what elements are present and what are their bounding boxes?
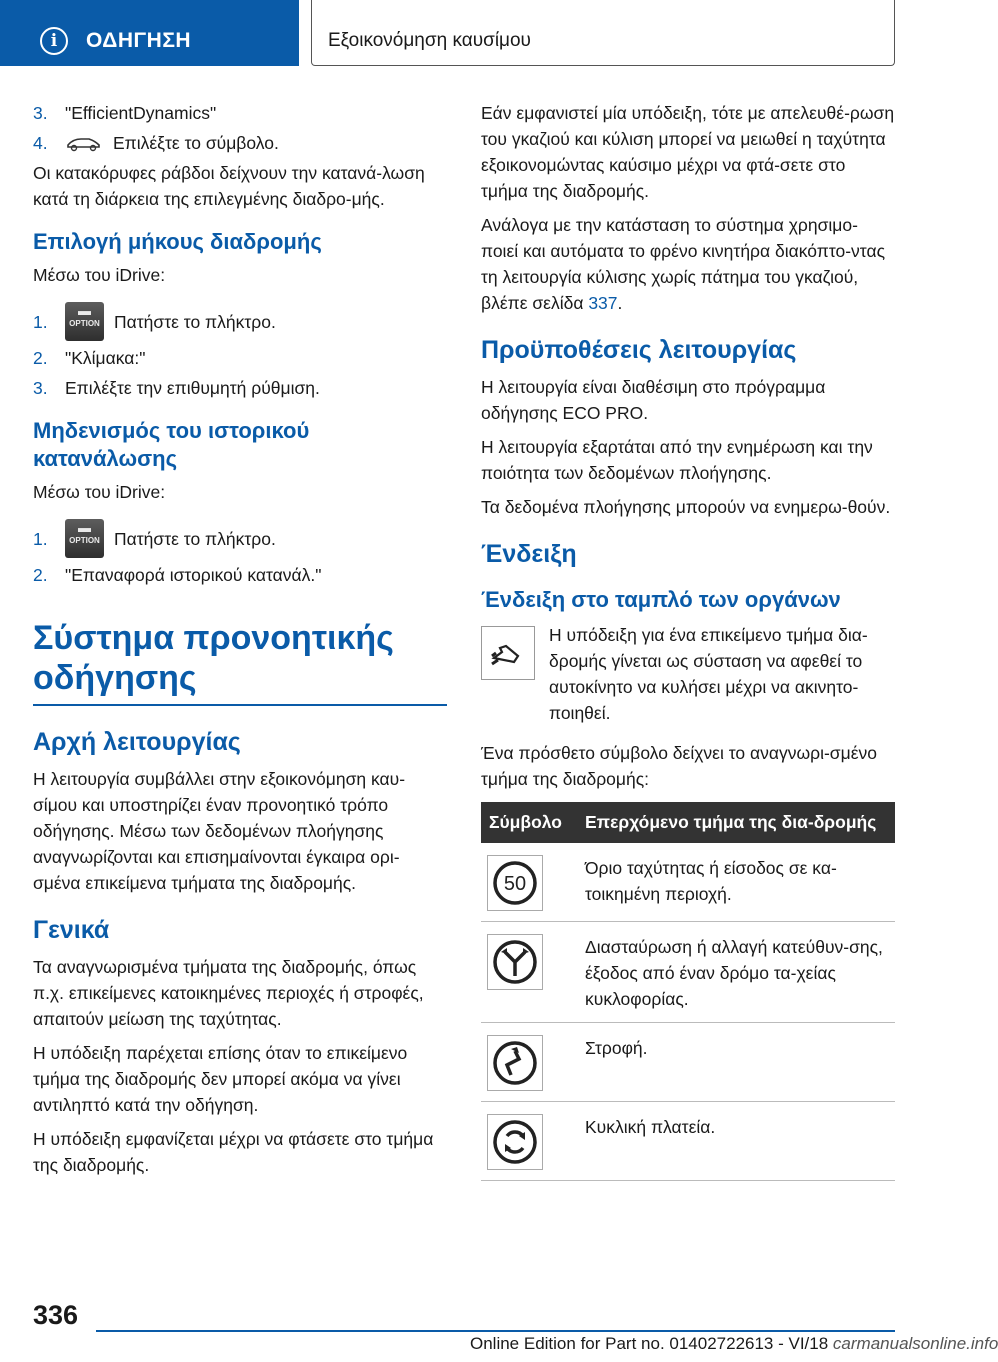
footer-brand: carmanualsonline.info: [832, 1334, 998, 1353]
paragraph-prereq-1: Η λειτουργία είναι διαθέσιμη στο πρόγραμμα οδήγησης ECO PRO.: [481, 377, 826, 423]
section-title: ΟΔΗΓΗΣΗ: [86, 29, 192, 52]
table-header-row: [481, 802, 895, 843]
main-heading: Σύστημα προνοητικής οδήγησης: [33, 619, 394, 697]
chapter-title: Εξοικονόμηση καυσίμου: [328, 30, 531, 51]
paragraph-intro: Εάν εμφανιστεί μία υπόδειξη, τότε με απελευθέ-ρωση του γκαζιού και κύλιση μπορεί να μειωθεί η ταχύτητα εξοικονομώντας καύσιμο μέχρι να φτά-σετε στο τμήμα της διαδρομής.: [481, 103, 895, 201]
list-item: [33, 519, 447, 558]
section-tab[interactable]: [0, 0, 299, 66]
chapter-tab[interactable]: [311, 0, 895, 66]
list-number: 1.: [33, 528, 48, 549]
heading-reset: Μηδενισμός του ιστορικού κατανάλωσης: [33, 418, 310, 471]
info-icon: i: [40, 27, 68, 55]
list-item: [33, 130, 447, 156]
heading-principle: Αρχή λειτουργίας: [33, 728, 241, 756]
list-text: Πατήστε το πλήκτρο.: [114, 311, 276, 332]
paragraph-general-1: Τα αναγνωρισμένα τμήματα της διαδρομής, όπως π.χ. επικείμενες κατοικημένες περιοχές ή στροφές, απαιτούν μείωση της ταχύτητας.: [33, 957, 424, 1029]
table-cell: Όριο ταχύτητας ή είσοδος σε κα-τοικημένη περιοχή.: [577, 843, 895, 922]
list-number: 4.: [33, 133, 48, 153]
table-row: [481, 843, 895, 922]
heading-route-length: Επιλογή μήκους διαδρομής: [33, 229, 322, 254]
roundabout-icon: [487, 1114, 543, 1170]
car-coasting-icon: [65, 133, 103, 153]
list-number: 3.: [33, 103, 48, 123]
svg-text:50: 50: [503, 873, 527, 895]
table-row: [481, 1102, 895, 1181]
table-row: [481, 922, 895, 1023]
table-cell: Διασταύρωση ή αλλαγή κατεύθυν-σης, έξοδος από έναν δρόμο τα-χείας κυκλοφορίας.: [577, 922, 895, 1023]
paragraph-bars: Οι κατακόρυφες ράβδοι δείχνουν την κατανά-λωση κατά τη διάρκεια της επιλεγμένης διαδρο-μής.: [33, 163, 425, 209]
list-item: [33, 302, 447, 341]
option-button-icon: ▬ OPTION: [65, 519, 104, 558]
paragraph-prereq-3: Τα δεδομένα πλοήγησης μπορούν να ενημερω-θούν.: [481, 497, 891, 517]
paragraph-general-3: Η υπόδειξη εμφανίζεται μέχρι να φτάσετε στο τμήμα της διαδρομής.: [33, 1129, 434, 1175]
paragraph-prereq-2: Η λειτουργία εξαρτάται από την ενημέρωση και την ποιότητα των δεδομένων πλοήγησης.: [481, 437, 873, 483]
list-item: [33, 100, 447, 126]
note-block: [481, 622, 895, 726]
footer-edition: Online Edition for Part no. 01402722613 - VI/18 carmanualsonline.info: [470, 1334, 998, 1353]
paragraph-general-2: Η υπόδειξη παρέχεται επίσης όταν το επικείμενο τμήμα της διαδρομής δεν μπορεί ακόμα να γίνει αντιληπτό κατά την οδήγηση.: [33, 1043, 408, 1115]
list-number: 3.: [33, 378, 48, 398]
paragraph-coast: Ανάλογα με την κατάσταση το σύστημα χρησιμο-ποιεί και αυτόματα το φρένο κινητήρα διακόπτο-ντας τη λειτουργία κύλισης χωρίς πάτημα του γκαζιού, βλέπε σελίδα 337.: [481, 215, 886, 313]
list-text: "Κλίμακα:": [65, 348, 146, 368]
list-number: 2.: [33, 348, 48, 368]
list-text: Επιλέξτε την επιθυμητή ρύθμιση.: [65, 378, 320, 398]
paragraph-principle: Η λειτουργία συμβάλλει στην εξοικονόμηση καυ-σίμου και υποστηρίζει έναν προνοητικό τρόπο οδήγησης. Μέσω των δεδομένων πλοήγησης αναγνωρίζονται και επισημαίνονται έγκαιρα ορι-σμένα επικείμενα τμήματα της διαδρομής.: [33, 769, 406, 893]
list-item: [33, 345, 447, 371]
via-idrive-text: Μέσω του iDrive:: [33, 482, 166, 502]
list-text: "Επαναφορά ιστορικού κατανάλ.": [65, 565, 322, 585]
junction-icon: [487, 934, 543, 990]
footer-rule: [96, 1330, 895, 1332]
paragraph-note: Η υπόδειξη για ένα επικείμενο τμήμα δια-δρομής γίνεται ως σύσταση να αφεθεί το αυτοκίνητο να κυλήσει μέχρι να ακινητο-ποιηθεί.: [549, 625, 868, 723]
page-link[interactable]: 337: [588, 293, 618, 313]
list-text: Πατήστε το πλήκτρο.: [114, 528, 276, 549]
heading-rule: [33, 704, 447, 706]
table-cell: Στροφή.: [577, 1023, 895, 1102]
heading-display-cluster: Ένδειξη στο ταμπλό των οργάνων: [481, 587, 841, 612]
list-number: 2.: [33, 565, 48, 585]
heading-display: Ένδειξη: [481, 540, 577, 568]
list-text: "EfficientDynamics": [65, 103, 217, 123]
column-header-symbol: Σύμβολο: [481, 802, 577, 843]
list-text: Επιλέξτε το σύμβολο.: [113, 133, 279, 153]
list-item: [33, 375, 447, 401]
foot-off-pedal-icon: [481, 626, 535, 680]
heading-prerequisites: Προϋποθέσεις λειτουργίας: [481, 336, 797, 364]
option-button-icon: ▬ OPTION: [65, 302, 104, 341]
table-cell: Κυκλική πλατεία.: [577, 1102, 895, 1181]
page-number: 336: [33, 1300, 79, 1330]
via-idrive-text: Μέσω του iDrive:: [33, 265, 166, 285]
curve-icon: [487, 1035, 543, 1091]
list-number: 1.: [33, 311, 48, 332]
column-header-segment: Επερχόμενο τμήμα της δια-δρομής: [577, 802, 895, 843]
symbol-table: [481, 802, 895, 1181]
table-row: [481, 1023, 895, 1102]
right-column: [481, 100, 895, 1181]
list-item: [33, 562, 447, 588]
page-header: [0, 0, 960, 66]
speed-limit-50-icon: [487, 855, 543, 911]
heading-general: Γενικά: [33, 916, 110, 944]
paragraph-symbol-intro: Ένα πρόσθετο σύμβολο δείχνει το αναγνωρι-σμένο τμήμα της διαδρομής:: [481, 743, 877, 789]
left-column: [33, 100, 447, 1186]
